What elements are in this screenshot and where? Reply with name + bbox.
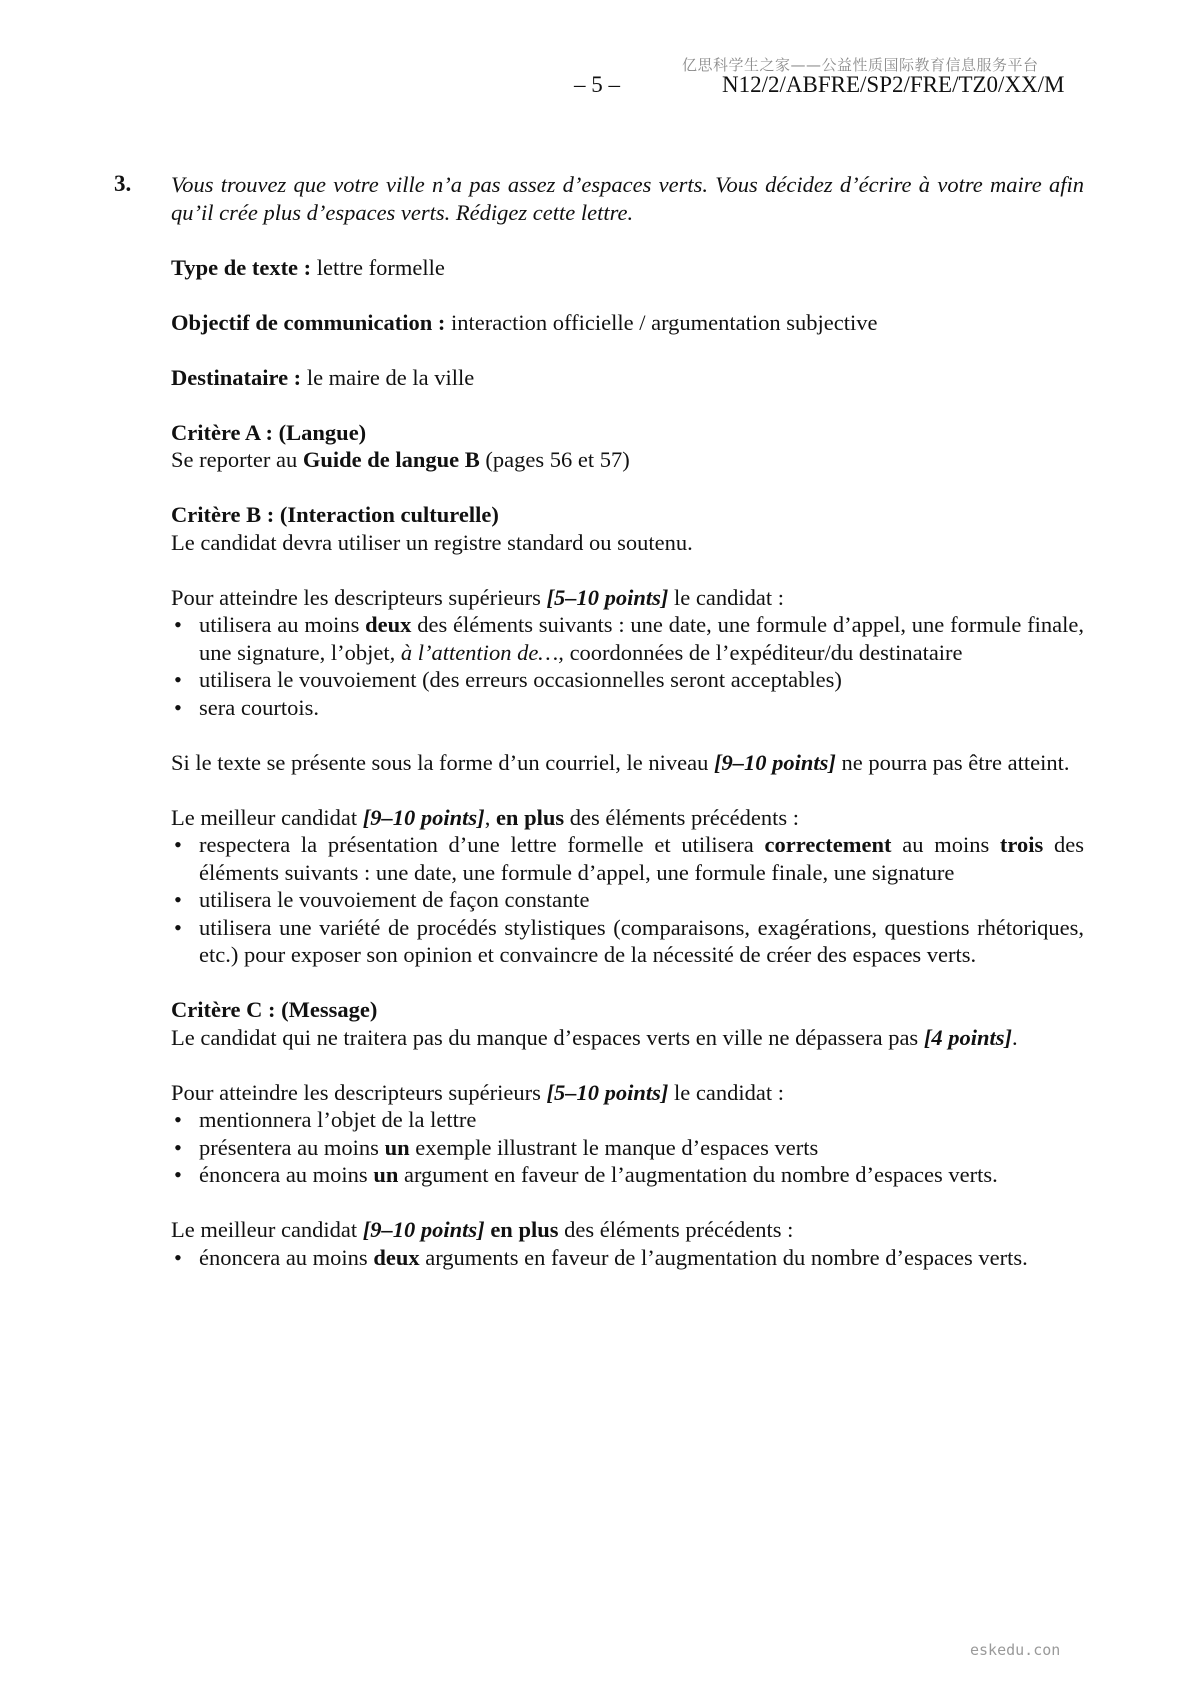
question-number: 3. [114, 171, 132, 196]
question-prompt: Vous trouvez que votre ville n’a pas assez d’espaces verts. Vous décidez d’écrire à votre maire afin qu’il crée plus d’espaces verts. Rédigez cette lettre. [171, 172, 1084, 225]
text: des éléments précédents : [558, 1217, 794, 1242]
emphasis: un [373, 1162, 399, 1187]
bullet-icon: • [174, 694, 182, 720]
list-item [171, 666, 1084, 694]
page-number: – 5 – [574, 72, 620, 97]
bullet-icon: • [174, 914, 182, 940]
text: Pour atteindre les descripteurs supérieurs [171, 584, 547, 610]
criterion-a-line [171, 446, 1084, 474]
italic-text: à l’attention de…, [400, 639, 564, 665]
criterion-c-title: Critère C : (Message) [171, 997, 378, 1022]
list-item [171, 611, 1084, 666]
criterion-b-upper-descriptors [171, 584, 1084, 612]
criterion-a-title: Critère A : (Langue) [171, 419, 367, 445]
list-item [171, 694, 1084, 722]
criterion-a-text: Se reporter au [171, 447, 303, 472]
text: respectera la présentation d’une lettre formelle et utilisera [199, 832, 765, 857]
bullet-icon: • [174, 612, 182, 637]
objective-line [171, 309, 1084, 337]
text: argument en faveur de l’augmentation du nombre d’espaces verts. [398, 1162, 998, 1187]
text: des éléments suivants : une date, une formule d’appel, une formule finale, une signature [199, 832, 1084, 885]
points-range: [9–10 points] [362, 804, 485, 830]
list-item [171, 831, 1084, 886]
list-item [171, 914, 1084, 969]
emphasis: correctement [764, 832, 892, 857]
points-range: [4 points] [923, 1024, 1012, 1050]
text: le candidat : [668, 584, 784, 610]
text: Si le texte se présente sous la forme d’un courriel, le niveau [171, 749, 714, 775]
list-item [171, 1244, 1084, 1272]
text: , [484, 804, 496, 830]
list-item [171, 1161, 1084, 1189]
bullet-icon: • [174, 1162, 182, 1187]
criterion-b-heading [171, 501, 1084, 529]
bullet-icon: • [174, 1244, 182, 1270]
text: utilisera une variété de procédés stylistiques (comparaisons, exagérations, questions rhétoriques, etc.) pour exposer son opinion et convaincre de la nécessité de créer des espaces verts. [199, 914, 1084, 967]
criterion-c-heading [171, 996, 1084, 1024]
bullet-icon: • [174, 1134, 182, 1160]
text: des éléments suivants : une date, une formule d’appel, une formule finale, une signature, l’objet, [199, 612, 1084, 665]
points-range: [9–10 points] [362, 1217, 485, 1242]
recipient-line [171, 364, 1084, 392]
text: au moins [891, 832, 1000, 857]
criterion-a-guide: Guide de langue B [302, 447, 480, 472]
objective-label: Objectif de communication : [171, 309, 446, 335]
bullet-icon: • [174, 887, 182, 912]
recipient-label: Destinataire : [171, 364, 302, 390]
text-type-line [171, 254, 1084, 282]
points-range: [9–10 points] [713, 749, 836, 775]
criterion-c-upper-descriptors [171, 1079, 1084, 1107]
criterion-c-bullet-list [171, 1106, 1084, 1189]
emphasis: deux [373, 1244, 420, 1270]
text: Le meilleur candidat [171, 1217, 363, 1242]
footer-watermark: eskedu.con [970, 1641, 1061, 1659]
list-item [171, 1134, 1084, 1162]
text: utilisera le vouvoiement (des erreurs occasionnelles seront acceptables) [199, 667, 842, 692]
text: Pour atteindre les descripteurs supérieurs [171, 1079, 547, 1105]
text: énoncera au moins [199, 1244, 374, 1270]
criterion-b-title: Critère B : (Interaction culturelle) [171, 502, 499, 527]
recipient-value: le maire de la ville [301, 364, 475, 390]
criterion-a-heading [171, 419, 1084, 447]
emphasis: en plus [490, 1217, 559, 1242]
criterion-c-best-candidate [171, 1216, 1084, 1244]
text: énoncera au moins [199, 1162, 374, 1187]
text: présentera au moins [199, 1134, 385, 1160]
text: le candidat : [668, 1079, 784, 1105]
criterion-b-best-list [171, 831, 1084, 969]
emphasis: un [384, 1134, 410, 1160]
criterion-b-intro: Le candidat devra utiliser un registre standard ou soutenu. [171, 529, 693, 555]
text: Le candidat qui ne traitera pas du manque d’espaces verts en ville ne dépassera pas [171, 1024, 924, 1050]
question-content [171, 171, 1084, 1271]
criterion-b-bullet-list [171, 611, 1084, 721]
text: Le meilleur candidat [171, 804, 363, 830]
text: sera courtois. [199, 694, 319, 720]
points-range: [5–10 points] [546, 584, 669, 610]
list-item [171, 886, 1084, 914]
text: exemple illustrant le manque d’espaces verts [409, 1134, 819, 1160]
criterion-c-intro [171, 1024, 1084, 1052]
header-watermark: 亿思科学生之家——公益性质国际教育信息服务平台 [682, 56, 1039, 74]
objective-value: interaction officielle / argumentation subjective [445, 309, 878, 335]
text: coordonnées de l’expéditeur/du destinataire [563, 639, 963, 665]
text: utilisera le vouvoiement de façon constante [199, 887, 590, 912]
reference-code: N12/2/ABFRE/SP2/FRE/TZ0/XX/M [722, 72, 1065, 97]
criterion-b-best-candidate [171, 804, 1084, 832]
bullet-icon: • [174, 832, 182, 857]
list-item [171, 1106, 1084, 1134]
criterion-c-best-list [171, 1244, 1084, 1272]
emphasis: en plus [495, 804, 565, 830]
text-type-label: Type de texte : [171, 254, 312, 280]
text: utilisera au moins [199, 612, 366, 637]
text: ne pourra pas être atteint. [835, 749, 1070, 775]
text: mentionnera l’objet de la lettre [199, 1107, 477, 1132]
text-type-value: lettre formelle [311, 254, 445, 280]
text: des éléments précédents : [564, 804, 800, 830]
text: . [1011, 1024, 1018, 1050]
email-note [171, 749, 1084, 777]
emphasis: trois [999, 832, 1044, 857]
bullet-icon: • [174, 1107, 182, 1132]
criterion-a-pages: (pages 56 et 57) [479, 447, 630, 472]
emphasis: deux [365, 612, 412, 637]
text: arguments en faveur de l’augmentation du nombre d’espaces verts. [419, 1244, 1028, 1270]
bullet-icon: • [174, 667, 182, 692]
points-range: [5–10 points] [546, 1079, 669, 1105]
